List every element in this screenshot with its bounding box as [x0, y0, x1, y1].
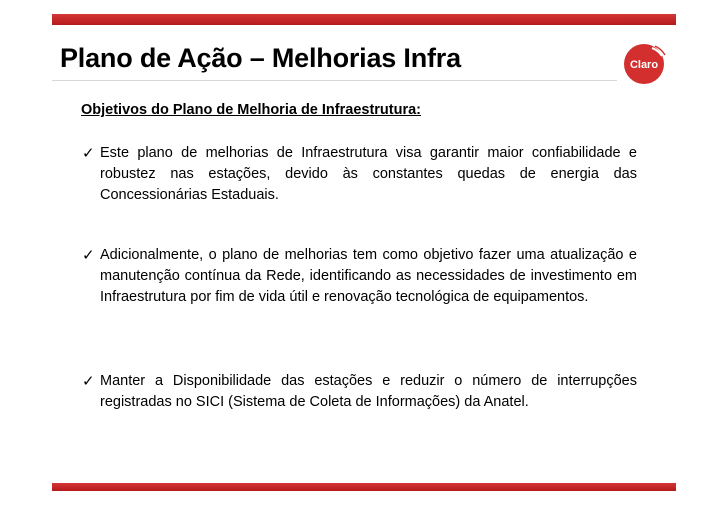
top-accent-bar — [52, 14, 676, 25]
bottom-accent-bar — [52, 483, 676, 491]
bullet-item — [82, 371, 637, 413]
checkmark-icon: ✓ — [82, 373, 95, 390]
bullet-text: Adicionalmente, o plano de melhorias tem como objetivo fazer uma atualização e manutenção contínua da Rede, identificando as necessidades de investimento em Infraestrutura por fim de vida útil e renovação tecnológica de equipamentos. — [100, 247, 637, 305]
bullet-text: Este plano de melhorias de Infraestrutura visa garantir maior confiabilidade e robustez nas estações, devido às constantes quedas de energia das Concessionárias Estaduais. — [100, 145, 637, 203]
checkmark-icon: ✓ — [82, 247, 95, 264]
bullet-item — [82, 245, 637, 308]
bullet-text: Manter a Disponibilidade das estações e reduzir o número de interrupções registradas no SICI (Sistema de Coleta de Informações) da Anatel. — [100, 373, 637, 410]
checkmark-icon: ✓ — [82, 145, 95, 162]
slide-title: Plano de Ação – Melhorias Infra — [60, 43, 461, 73]
title-divider — [52, 80, 617, 81]
section-subtitle: Objetivos do Plano de Melhoria de Infraestrutura: — [81, 102, 421, 118]
claro-logo — [622, 42, 666, 86]
bullet-item — [82, 143, 637, 206]
logo-text: Claro — [629, 59, 659, 71]
